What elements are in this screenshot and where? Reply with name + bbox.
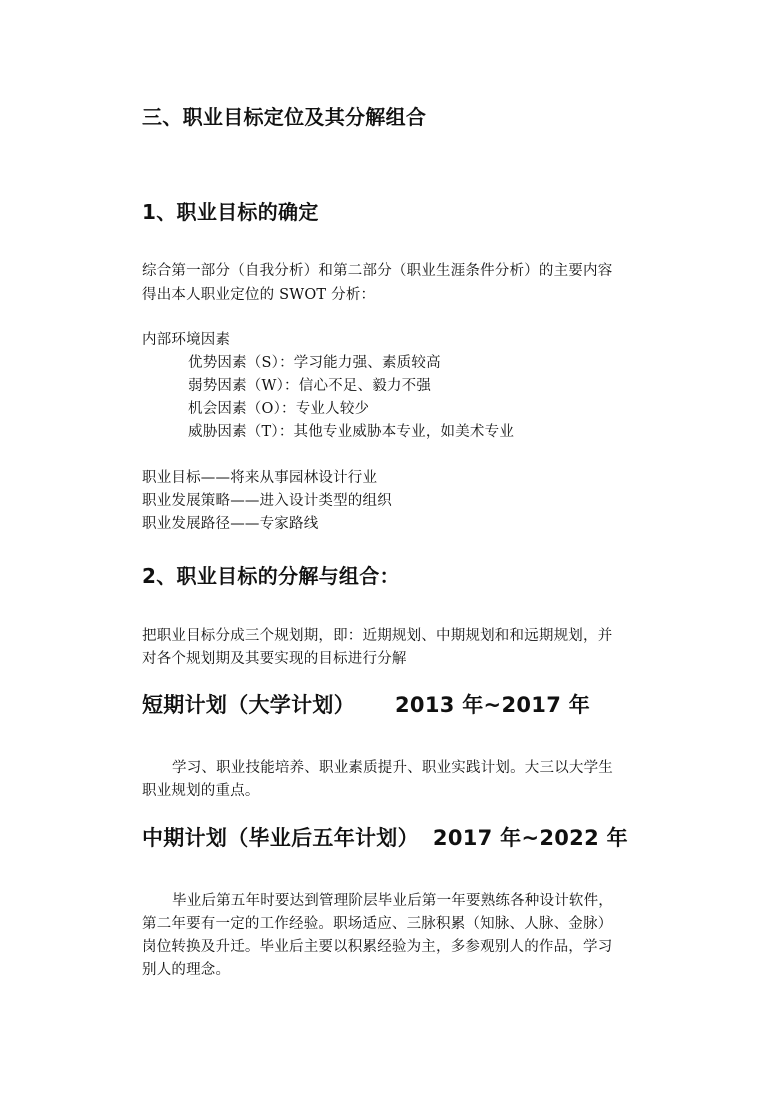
short-term-title: 短期计划（大学计划） [142, 693, 355, 717]
mid-term-line-3: 岗位转换及升迁。毕业后主要以积累经验为主，多参观别人的作品，学习 [142, 939, 613, 955]
career-path: 职业发展路径——专家路线 [142, 516, 319, 532]
part-2-intro-line-2: 对各个规划期及其要实现的目标进行分解 [142, 651, 407, 667]
swot-threat: 威胁因素（T）：其他专业威胁本专业，如美术专业 [188, 424, 515, 440]
mid-term-title: 中期计划（毕业后五年计划） [142, 826, 419, 850]
short-term-line-1: 学习、职业技能培养、职业素质提升、职业实践计划。大三以大学生 [172, 760, 613, 776]
mid-term-line-4: 别人的理念。 [142, 962, 231, 978]
short-term-line-2: 职业规划的重点。 [142, 783, 260, 799]
part-2-heading: 2、职业目标的分解与组合： [142, 564, 400, 588]
section-3-heading: 三、职业目标定位及其分解组合 [142, 105, 427, 129]
internal-env-label: 内部环境因素 [142, 332, 231, 348]
part-1-intro-line-2: 得出本人职业定位的 SWOT 分析： [142, 287, 376, 303]
mid-term-years: 2017 年~2022 年 [432, 826, 628, 850]
swot-opportunity: 机会因素（O）：专业人较少 [188, 401, 370, 417]
mid-term-line-2: 第二年要有一定的工作经验。职场适应、三脉积累（知脉、人脉、金脉） [142, 916, 613, 932]
mid-term-heading [142, 822, 628, 852]
swot-weakness: 弱势因素（W）：信心不足、毅力不强 [188, 378, 432, 394]
career-strategy: 职业发展策略——进入设计类型的组织 [142, 493, 392, 509]
short-term-years: 2013 年~2017 年 [395, 693, 591, 717]
career-goal: 职业目标——将来从事园林设计行业 [142, 470, 378, 486]
part-1-heading: 1、职业目标的确定 [142, 200, 319, 224]
swot-strength: 优势因素（S）：学习能力强、素质较高 [188, 355, 441, 371]
short-term-heading [142, 689, 590, 719]
part-1-intro-line-1: 综合第一部分（自我分析）和第二部分（职业生涯条件分析）的主要内容 [142, 263, 613, 279]
part-2-intro-line-1: 把职业目标分成三个规划期，即：近期规划、中期规划和和远期规划，并 [142, 628, 613, 644]
mid-term-line-1: 毕业后第五年时要达到管理阶层毕业后第一年要熟练各种设计软件， [172, 893, 613, 909]
